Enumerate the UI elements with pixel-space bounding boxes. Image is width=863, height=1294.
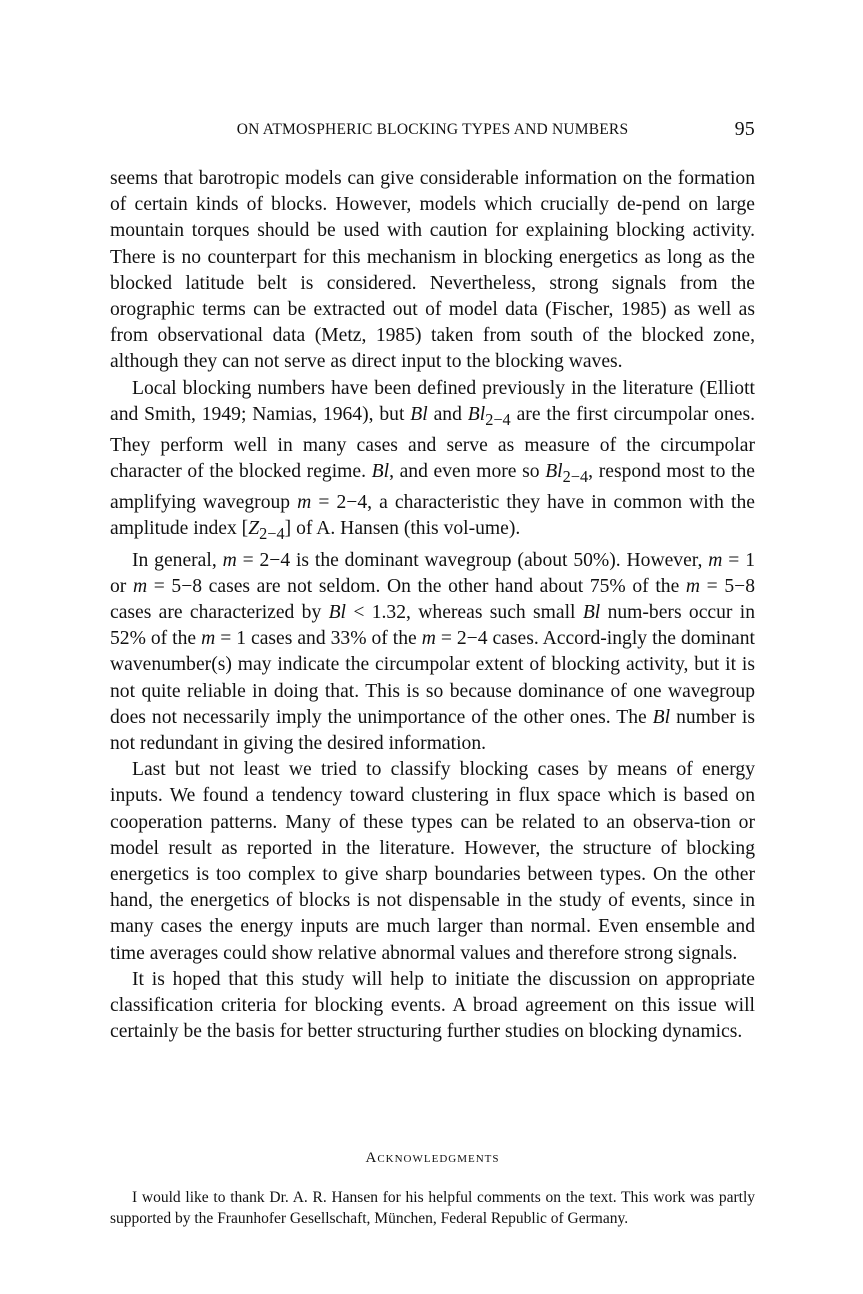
body-paragraph: In general, m = 2−4 is the dominant wavegroup (about 50%). However, m = 1 or m = 5−8 cases are not seldom. On the other hand about 75% of the m = 5−8 cases are characterized by Bl < 1.32, whereas such small Bl num-bers occur in 52% of the m = 1 cases and 33% of the m = 2−4 cases. Accord-ingly the dominant wavenumber(s) may indicate the circumpolar extent of blocking activity, but it is not quite reliable in doing that. This is so because dominance of one wavegroup does not necessarily imply the unimportance of the other ones. The Bl number is not redundant in giving the desired information. (110, 549, 755, 754)
running-head (110, 118, 755, 142)
acknowledgments-text (110, 1187, 755, 1229)
page-number: 95 (734, 118, 755, 140)
acknowledgments-heading: Acknowledgments (365, 1150, 500, 1166)
body-paragraph: Last but not least we tried to classify blocking cases by means of energy inputs. We found a tendency toward clustering in flux space which is based on cooperation patterns. Many of these types can be related to an observa-tion or model result as reported in the literature. However, the structure of blocking energetics is too complex to give sharp boundaries between types. On the other hand, the energetics of blocks is not dispensable in the study of events, since in many cases the energy inputs are much larger than normal. Even ensemble and time averages could show relative abnormal values and therefore strong signals. (110, 759, 755, 964)
body-paragraph: Local blocking numbers have been defined previously in the literature (Elliott and Smith, 1949; Namias, 1964), but Bl and $Bl_{2-4}$ are the first circumpolar ones. They perform well in many cases and serve as measure of the circumpolar character of the blocked regime. Bl, and even more so $Bl_{2-4}$, respond most to the amplifying wavegroup m = 2−4, a characteristic they have in common with the amplitude index $[Z_{2-4}]$ of A. Hansen (this vol-ume). (110, 377, 756, 544)
body-paragraph: It is hoped that this study will help to initiate the discussion on appropriate classification criteria for blocking events. A broad agreement on this issue will certainly be the basis for better structuring further studies on blocking dynamics. (110, 968, 755, 1043)
body-paragraph: seems that barotropic models can give considerable information on the formation of certain kinds of blocks. However, models which crucially de-pend on large mountain torques should be used with caution for explaining blocking activity. There is no counterpart for this mechanism in blocking energetics as long as the blocked latitude belt is considered. Nevertheless, strong signals from the orographic terms can be extracted out of model data (Fischer, 1985) as well as from observational data (Metz, 1985) taken from south of the blocked zone, although they can not serve as direct input to the blocking waves. (110, 168, 755, 373)
acknowledgments-paragraph: I would like to thank Dr. A. R. Hansen for his helpful comments on the text. This work was partly supported by the Fraunhofer Gesellschaft, München, Federal Republic of Germany. (110, 1189, 755, 1227)
running-head-title: ON ATMOSPHERIC BLOCKING TYPES AND NUMBERS (236, 121, 629, 138)
body-text (110, 166, 755, 1045)
